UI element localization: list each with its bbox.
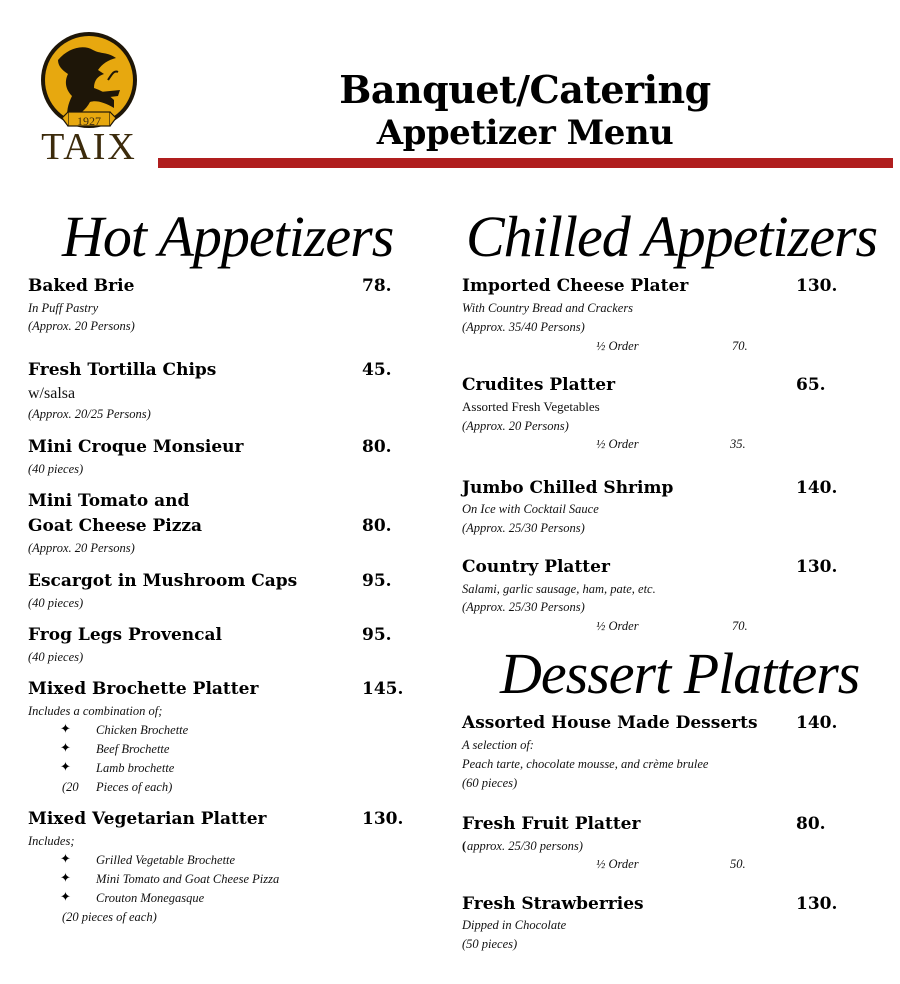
half-order-price: 35. <box>730 437 746 451</box>
item-price: 140. <box>796 713 838 733</box>
item-serves: (20 pieces of each) <box>62 910 157 924</box>
item-serves: (Approx. 20/25 Persons) <box>28 407 151 421</box>
list-item: Mini Tomato and Goat Cheese Pizza <box>96 872 280 886</box>
half-order-label: ½ Order <box>596 437 639 451</box>
item-description: On Ice with Cocktail Sauce <box>462 502 599 516</box>
item-serves: (20 <box>62 780 79 794</box>
half-order-price: 70. <box>732 619 748 633</box>
item-price: 80. <box>796 814 826 834</box>
item-name: Mixed Brochette Platter <box>28 679 259 699</box>
list-item: Grilled Vegetable Brochette <box>96 853 236 867</box>
item-serves: (Approx. 35/40 Persons) <box>462 320 585 334</box>
half-order-label: ½ Order <box>596 619 639 633</box>
hot-appetizers-heading: Hot Appetizers <box>62 204 394 269</box>
list-item: Lamb brochette <box>96 761 175 775</box>
item-serves: (40 pieces) <box>28 462 84 476</box>
bullet-icon: ✦ <box>60 890 71 905</box>
item-serves: (50 pieces) <box>462 937 518 951</box>
item-description: With Country Bread and Crackers <box>462 301 634 315</box>
item-price: 65. <box>796 375 826 395</box>
half-order-label: ½ Order <box>596 857 639 871</box>
item-serves-paren: ( <box>462 839 467 853</box>
item-name: Escargot in Mushroom Caps <box>28 571 298 591</box>
item-name: Mini Tomato and <box>28 491 190 511</box>
list-item: Beef Brochette <box>96 742 170 756</box>
list-item: Chicken Brochette <box>96 723 189 737</box>
item-price: 80. <box>362 437 392 457</box>
item-serves: approx. 25/30 persons) <box>467 839 583 853</box>
bullet-icon: ✦ <box>60 760 71 775</box>
item-name: Mini Croque Monsieur <box>28 437 244 457</box>
item-price: 95. <box>362 571 392 591</box>
half-order-label: ½ Order <box>596 339 639 353</box>
item-price: 78. <box>362 276 392 296</box>
chilled-appetizers-heading: Chilled Appetizers <box>466 204 878 269</box>
item-name: Frog Legs Provencal <box>28 625 222 645</box>
item-price: 130. <box>796 894 838 914</box>
item-description: Dipped in Chocolate <box>462 918 567 932</box>
page-title-line-2: Appetizer Menu <box>376 113 674 153</box>
list-item: Crouton Monegasque <box>96 891 205 905</box>
item-description: Assorted Fresh Vegetables <box>462 399 600 414</box>
item-price: 130. <box>796 557 838 577</box>
bullet-icon: ✦ <box>60 871 71 886</box>
taix-logo <box>38 30 140 166</box>
item-description: Peach tarte, chocolate mousse, and crème brulee <box>462 757 709 771</box>
item-price: 130. <box>796 276 838 296</box>
item-name: Assorted House Made Desserts <box>462 713 758 733</box>
item-name: Country Platter <box>462 557 610 577</box>
item-serves: (40 pieces) <box>28 596 84 610</box>
logo-year: 1927 <box>77 114 101 128</box>
item-name: Goat Cheese Pizza <box>28 516 203 536</box>
item-serves: (Approx. 20 Persons) <box>28 541 135 555</box>
item-name: Crudites Platter <box>462 375 616 395</box>
item-description: Includes a combination of; <box>28 704 163 718</box>
item-price: 45. <box>362 360 392 380</box>
item-description: w/salsa <box>28 385 76 402</box>
page-title-line-1: Banquet/Catering <box>339 67 711 112</box>
item-serves: (60 pieces) <box>462 776 518 790</box>
logo-name: TAIX <box>41 126 137 168</box>
item-price: 140. <box>796 478 838 498</box>
item-price: 145. <box>362 679 404 699</box>
half-order-price: 70. <box>732 339 748 353</box>
item-name: Fresh Strawberries <box>462 894 644 914</box>
item-name: Fresh Tortilla Chips <box>28 360 217 380</box>
item-price: 80. <box>362 516 392 536</box>
item-serves: (Approx. 25/30 Persons) <box>462 600 585 614</box>
item-price: 130. <box>362 809 404 829</box>
item-name: Mixed Vegetarian Platter <box>28 809 267 829</box>
item-name: Baked Brie <box>28 276 135 296</box>
dessert-platters-heading: Dessert Platters <box>500 641 860 706</box>
item-serves: (Approx. 20 Persons) <box>462 419 569 433</box>
item-serves: Pieces of each) <box>96 780 173 794</box>
item-description: Salami, garlic sausage, ham, pate, etc. <box>462 582 656 596</box>
bullet-icon: ✦ <box>60 852 71 867</box>
item-serves: (Approx. 25/30 Persons) <box>462 521 585 535</box>
item-name: Jumbo Chilled Shrimp <box>462 478 674 498</box>
item-name: Imported Cheese Plater <box>462 276 689 296</box>
bullet-icon: ✦ <box>60 722 71 737</box>
item-description: In Puff Pastry <box>28 301 99 315</box>
item-serves: (Approx. 20 Persons) <box>28 319 135 333</box>
item-description: Includes; <box>28 834 75 848</box>
item-description: A selection of: <box>462 738 534 752</box>
half-order-price: 50. <box>730 857 746 871</box>
item-price: 95. <box>362 625 392 645</box>
item-serves: (40 pieces) <box>28 650 84 664</box>
title-divider <box>158 158 893 168</box>
bullet-icon: ✦ <box>60 741 71 756</box>
item-name: Fresh Fruit Platter <box>462 814 641 834</box>
